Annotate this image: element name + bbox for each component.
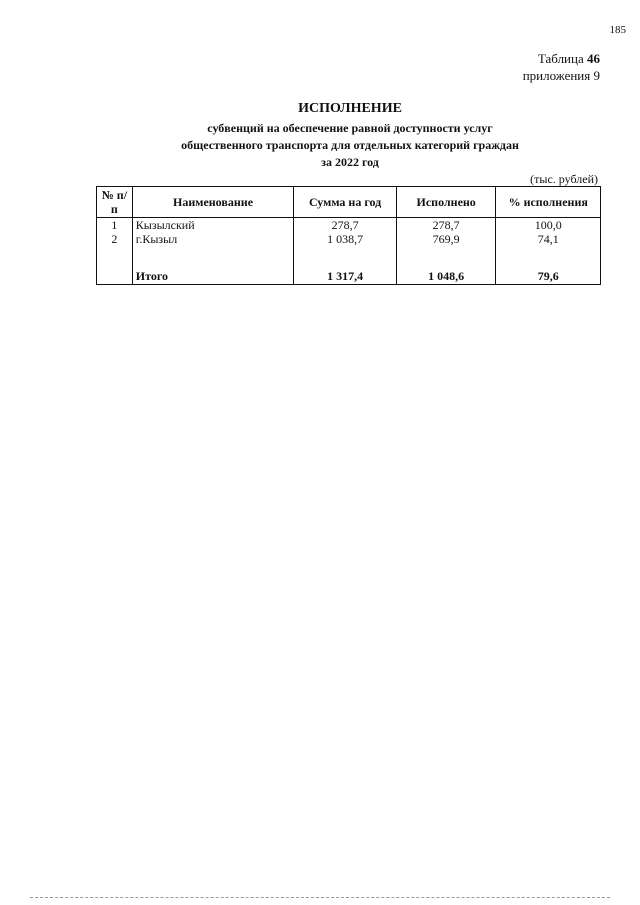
header-execution-percent: % исполнения (496, 187, 601, 218)
table-number-line (523, 50, 600, 67)
row-annual-sum: 278,7 (294, 218, 397, 233)
spacer-cell (97, 246, 133, 268)
spacer-cell (496, 246, 601, 268)
header-number: № п/п (97, 187, 133, 218)
table-row (97, 232, 601, 246)
row-execution-percent: 74,1 (496, 232, 601, 246)
table-row (97, 218, 601, 233)
spacer-cell (132, 246, 294, 268)
subtitle-line-1: субвенций на обеспечение равной доступности услуг (207, 121, 493, 135)
table-spacer-row (97, 246, 601, 268)
row-executed: 278,7 (396, 218, 496, 233)
execution-table (96, 186, 601, 285)
total-executed: 1 048,6 (396, 268, 496, 285)
header-annual-sum: Сумма на год (294, 187, 397, 218)
row-number: 1 (97, 218, 133, 233)
table-number: 46 (587, 51, 600, 66)
row-number: 2 (97, 232, 133, 246)
document-title: ИСПОЛНЕНИЕ (298, 101, 402, 116)
scan-footer-line (30, 897, 610, 899)
title-block (0, 100, 640, 171)
appendix-label: приложения 9 (522, 68, 600, 83)
units-label: (тыс. рублей) (530, 172, 598, 186)
spacer-cell (294, 246, 397, 268)
total-annual-sum: 1 317,4 (294, 268, 397, 285)
table-label: Таблица (537, 51, 584, 66)
page-number: 185 (609, 24, 626, 36)
spacer-cell (396, 246, 496, 268)
row-name: Кызылский (132, 218, 294, 233)
header-name: Наименование (132, 187, 294, 218)
table-total-row (97, 268, 601, 285)
table-reference (523, 50, 600, 84)
total-number-cell (97, 268, 133, 285)
row-name: г.Кызыл (132, 232, 294, 246)
row-annual-sum: 1 038,7 (294, 232, 397, 246)
subtitle-line-3: за 2022 год (321, 155, 379, 169)
header-executed: Исполнено (396, 187, 496, 218)
row-executed: 769,9 (396, 232, 496, 246)
total-execution-percent: 79,6 (496, 268, 601, 285)
subtitle-line-2: общественного транспорта для отдельных категорий граждан (181, 138, 519, 152)
table-header-row (97, 187, 601, 218)
row-execution-percent: 100,0 (496, 218, 601, 233)
total-label: Итого (132, 268, 294, 285)
